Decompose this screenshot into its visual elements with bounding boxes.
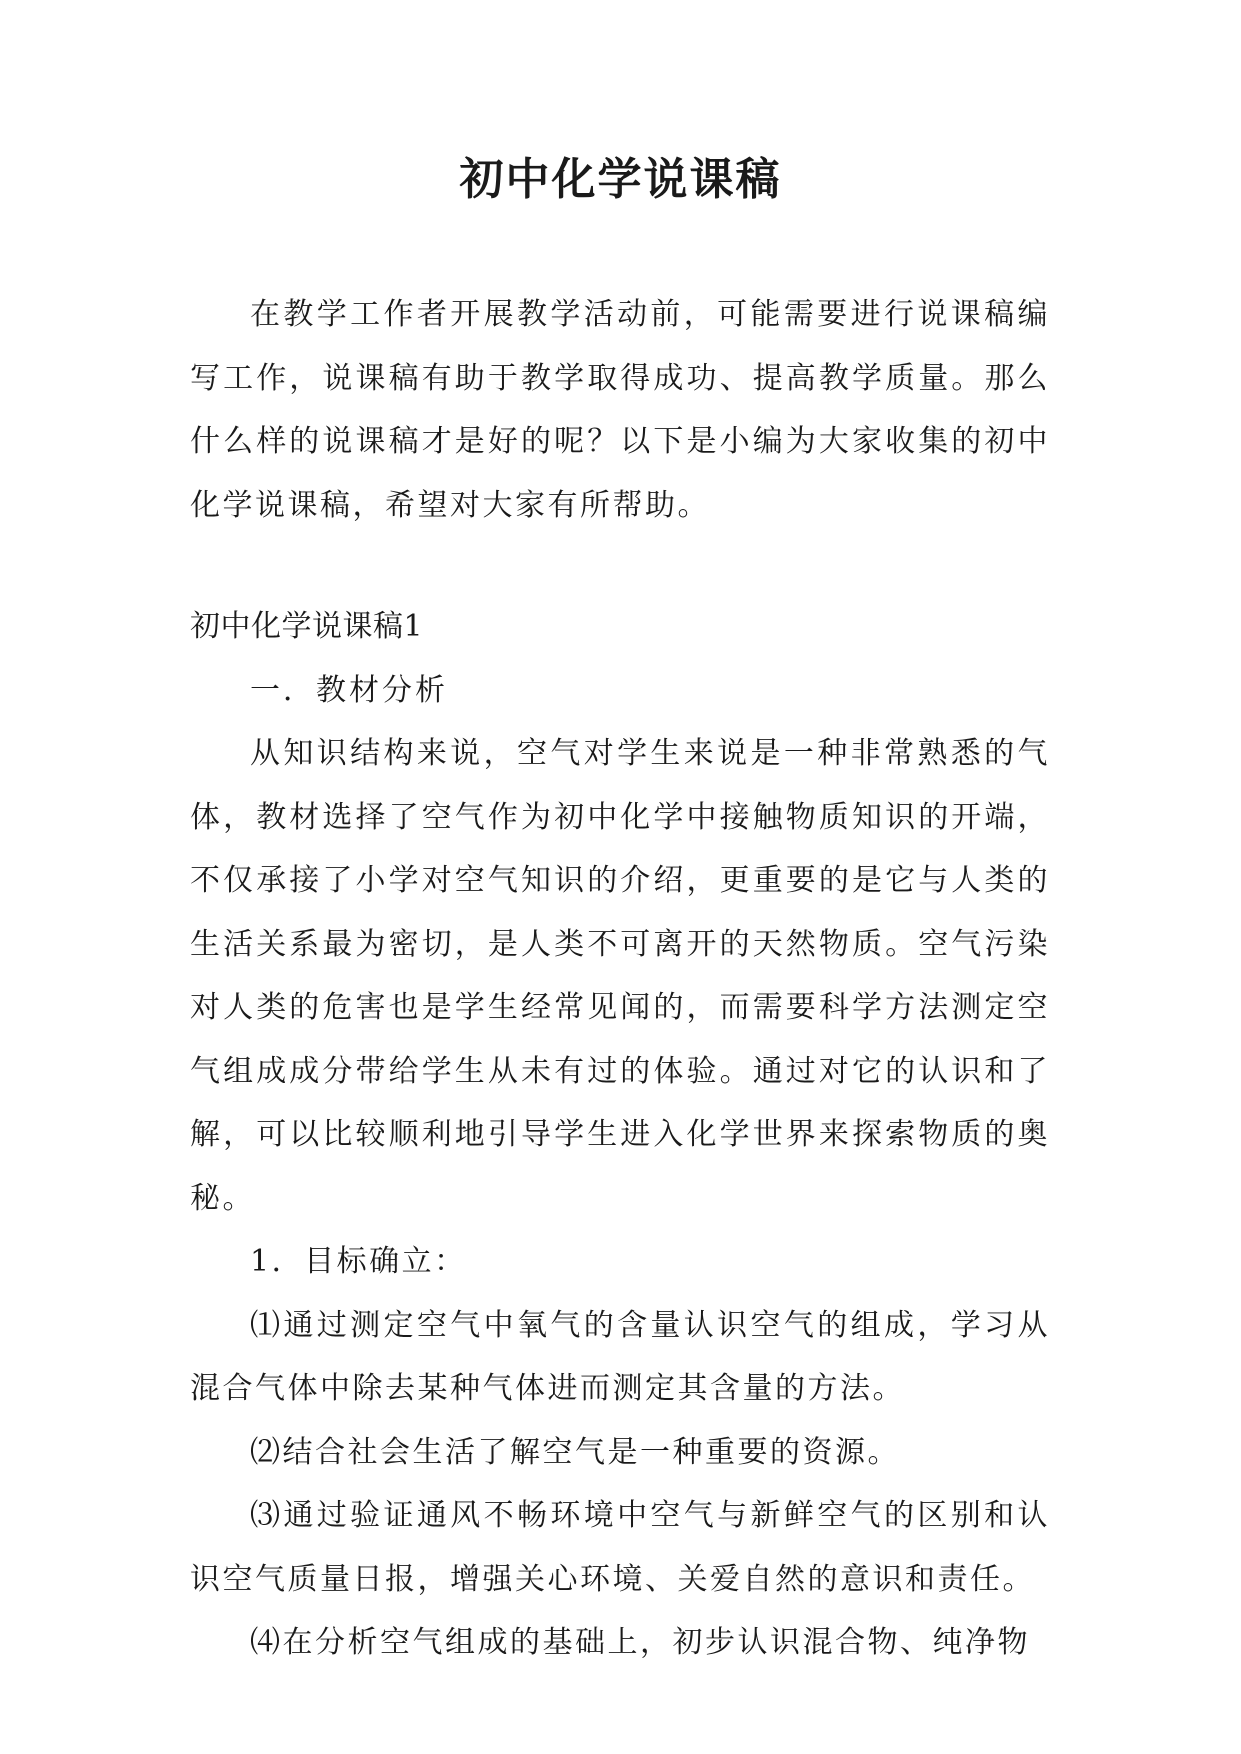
intro-paragraph: 在教学工作者开展教学活动前，可能需要进行说课稿编写工作，说课稿有助于教学取得成功、提高教学质量。那么什么样的说课稿才是好的呢？以下是小编为大家收集的初中化学说课稿，希望对大家有所帮助。 <box>190 297 1050 523</box>
goal-item: ⑶通过验证通风不畅环境中空气与新鲜空气的区别和认识空气质量日报，增强关心环境、关爱自然的意识和责任。 <box>190 1498 1050 1597</box>
document-title: 初中化学说课稿 <box>459 154 782 205</box>
goal-item: ⑵结合社会生活了解空气是一种重要的资源。 <box>250 1434 900 1470</box>
goal-item: ⑴通过测定空气中氧气的含量认识空气的组成，学习从混合气体中除去某种气体进而测定其含量的方法。 <box>190 1307 1050 1406</box>
goals-heading: 1．目标确立： <box>250 1244 467 1279</box>
analysis-paragraph: 从知识结构来说，空气对学生来说是一种非常熟悉的气体，教材选择了空气作为初中化学中接触物质知识的开端，不仅承接了小学对空气知识的介绍，更重要的是它与人类的生活关系最为密切，是人类不可离开的天然物质。空气污染对人类的危害也是学生经常见闻的，而需要科学方法测定空气组成成分带给学生从未有过的体验。通过对它的认识和了解，可以比较顺利地引导学生进入化学世界来探索物质的奥秘。 <box>190 736 1050 1216</box>
part-heading: 一．教材分析 <box>250 672 448 708</box>
goal-item: ⑷在分析空气组成的基础上，初步认识混合物、纯净物 <box>250 1625 1030 1660</box>
section-heading: 初中化学说课稿1 <box>190 609 424 644</box>
document-body <box>190 283 1050 1675</box>
